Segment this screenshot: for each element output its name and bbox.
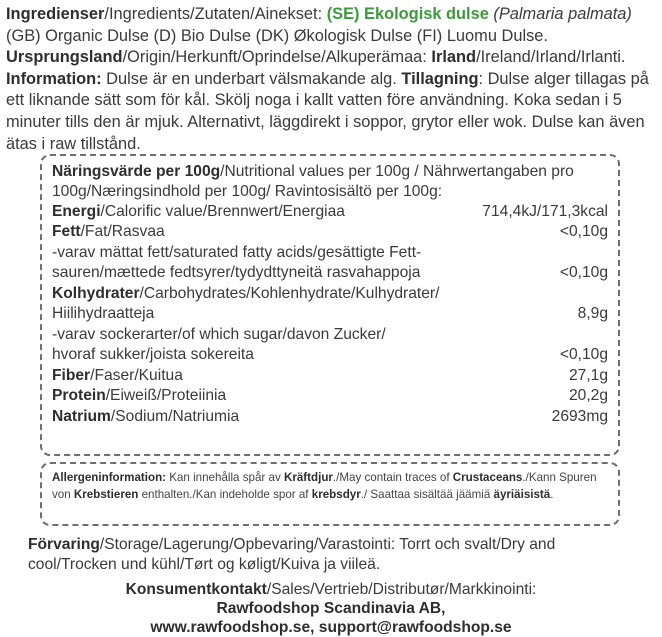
storage-text: /Storage/Lagerung/Opbevaring/Varastointi: Torrt och svalt/Dry and cool/Trocken und kühl/Tørt og køligt/Kuiva ja viileä.	[28, 536, 556, 573]
origin-value: Irland	[431, 48, 477, 67]
nutrient-name-rest: sauren/mættede fedtsyrer/tydydttyneitä rasvahappoja	[52, 264, 421, 282]
nutrition-row-saturated-2	[52, 263, 608, 284]
nutrient-value: 8,9g	[577, 305, 608, 323]
nutrition-header	[52, 162, 608, 202]
company-name	[0, 599, 662, 618]
allergen-label: Allergeninformation:	[52, 471, 167, 484]
nutrition-row-sugar-2	[52, 345, 608, 366]
nutrient-name-rest: /Sodium/Natriumia	[110, 407, 240, 425]
nutrient-name: Protein	[52, 387, 106, 405]
information-text: Dulse är en underbart välsmakande alg.	[101, 69, 402, 88]
contact-line	[0, 580, 662, 599]
nutrient-name-rest: /Eiweiß/Proteiinia	[105, 387, 227, 405]
nutrient-name-rest: /Calorific value/Brennwert/Energiaa	[100, 202, 345, 220]
nutrient-value: 714,4kJ/171,3kcal	[482, 202, 608, 220]
web-contact-text: www.rawfoodshop.se, support@rawfoodshop.se	[150, 619, 512, 636]
ingredients-label-rest: /Ingredients/Zutaten/Ainekset:	[104, 5, 327, 23]
company-name-text: Rawfoodshop Scandinavia AB,	[216, 600, 446, 617]
allergen-text: .	[550, 487, 554, 501]
allergen-text: ./ Saattaa sisältää jäämiä	[360, 487, 494, 501]
ingredients-label: Ingredienser	[6, 5, 105, 23]
nutrient-name-rest: /Fat/Rasvaa	[80, 223, 165, 241]
nutrient-name-rest: -varav mättat fett/saturated fatty acids/gesättigte Fett-	[52, 243, 422, 261]
nutrition-row-carbs-1	[52, 284, 608, 305]
preparation-text: : Dulse alger tillagas på ett liknande sätt som för kål. Skölj noga i kallt vatten före användning. Koka sedan i 5 minuter tills den är mjuk. Alternativt, läggdirekt i soppor, grytor eller wok. Dulse kan även ätas i raw tillstånd.	[6, 69, 649, 153]
origin-label: Ursprungsland	[6, 48, 123, 67]
allergen-bold: Crustaceans	[452, 471, 523, 484]
origin-value-rest: /Ireland/Irland/Irlanti.	[476, 48, 626, 67]
allergen-bold: äyriäisistä	[493, 487, 551, 501]
nutrition-header-rest: /Nutritional values per 100g / Nährwertangaben pro 100g/Næringsindhold per 100g/ Ravintosisältö per 100g:	[52, 163, 574, 200]
nutrition-row-energy	[52, 202, 608, 223]
nutrient-name-rest: hvoraf sukker/joista sokereita	[52, 346, 254, 364]
nutrition-row-fiber	[52, 366, 608, 387]
web-contact	[0, 618, 662, 637]
information-label: Information:	[6, 69, 102, 88]
latin-name: (Palmaria palmata)	[488, 5, 632, 23]
nutrient-value: 20,2g	[568, 387, 608, 405]
preparation-label: Tillagning	[401, 69, 479, 88]
allergen-text: ./Kann Spuren von	[52, 471, 597, 501]
nutrient-name: Kolhydrater	[52, 284, 140, 302]
allergen-info-box	[40, 462, 620, 526]
nutrient-value: <0,10g	[559, 223, 608, 241]
nutrition-row-protein	[52, 386, 608, 407]
contact-label: Konsumentkontakt	[125, 581, 267, 598]
ingredients-block	[6, 4, 656, 155]
nutrient-value: <0,10g	[559, 264, 608, 282]
storage-label: Förvaring	[28, 536, 100, 553]
nutrition-header-bold: Näringsvärde per 100g	[52, 163, 221, 180]
nutrient-name: Natrium	[52, 407, 111, 425]
product-translations: (GB) Organic Dulse (D) Bio Dulse (DK) Økologisk Dulse (FI) Luomu Dulse.	[6, 26, 548, 45]
nutrient-name-rest: /Carbohydrates/Kohlenhydrate/Kulhydrater/	[139, 284, 440, 302]
nutrient-value: 2693mg	[551, 407, 608, 425]
nutrition-row-sugar-1	[52, 325, 608, 346]
nutrition-row-fat	[52, 222, 608, 243]
nutrition-row-sodium	[52, 407, 608, 428]
nutrient-name-rest: -varav sockerarter/of which sugar/davon Zucker/	[52, 325, 386, 343]
nutrient-name-rest: /Faser/Kuitua	[90, 366, 183, 384]
nutrition-row-saturated-1	[52, 243, 608, 264]
contact-label-rest: /Sales/Vertrieb/Distributør/Markkinointi:	[266, 581, 537, 598]
allergen-text: Kan innehålla spår av	[166, 471, 284, 484]
nutrient-value: 27,1g	[568, 366, 608, 384]
nutrient-name-rest: Hiilihydraatteja	[52, 305, 155, 323]
nutrient-name: Energi	[52, 202, 101, 220]
contact-block	[0, 580, 662, 637]
nutrient-value: <0,10g	[559, 346, 608, 364]
product-name: (SE) Ekologisk dulse	[326, 5, 489, 23]
nutrition-row-carbs-2	[52, 304, 608, 325]
allergen-text: enthalten./Kan indeholde spor af	[138, 487, 312, 501]
allergen-bold: Kräftdjur	[283, 471, 333, 484]
allergen-text: ./May contain traces of	[332, 471, 453, 484]
allergen-bold: krebsdyr	[311, 487, 361, 501]
allergen-bold: Krebstieren	[73, 487, 139, 501]
origin-label-rest: /Origin/Herkunft/Oprindelse/Alkuperämaa:	[122, 48, 432, 67]
nutrition-table	[40, 154, 620, 456]
nutrient-name: Fiber	[52, 366, 91, 384]
nutrient-name: Fett	[52, 223, 81, 241]
storage-block	[28, 535, 648, 574]
